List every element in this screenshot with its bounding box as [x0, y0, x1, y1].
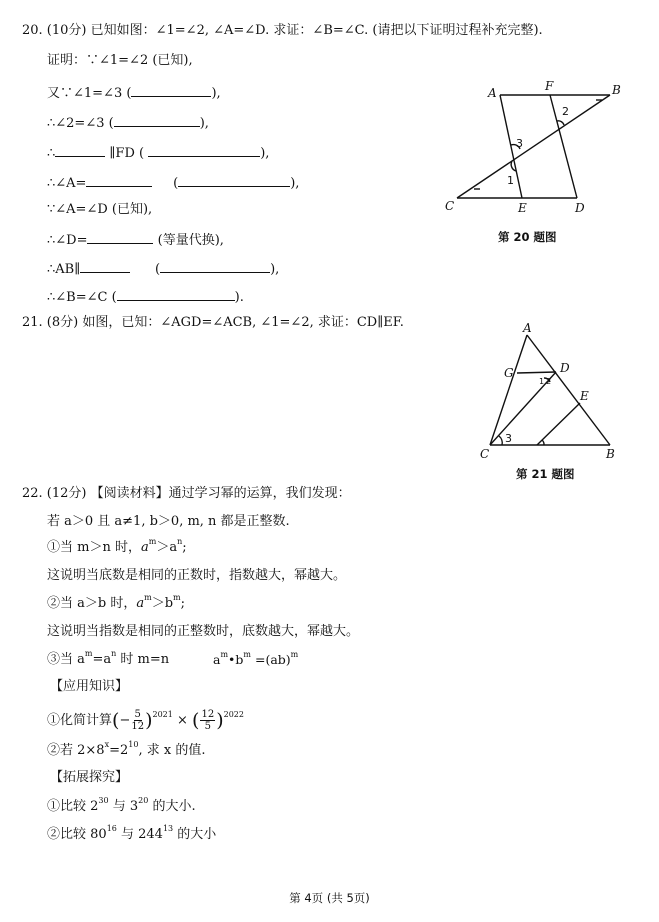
q22-apply-1: ①化简计算(− $\frac{5}{12}$ )$^{2021}$ × ( $\frac{12}{5}$ )$^{2022}$ — [47, 709, 244, 732]
figure-21-caption: 第 21 题图 — [516, 467, 575, 481]
q22-condition: 若 a＞0 且 a≠1, b＞0, m, n 都是正整数. — [47, 514, 290, 529]
q20-proof-line-2: 又∵∠1=∠3 ( ), — [47, 86, 221, 101]
q22-rule-2: ②当 a＞b 时，$a^m>b^m$; — [47, 592, 186, 611]
point-label-D: D — [575, 201, 585, 215]
figure-20-caption: 第 20 题图 — [498, 230, 557, 244]
q22-stem: 22. (12分) 【阅读材料】通过学习幂的运算，我们发现： — [22, 486, 351, 501]
q21-stem: 21. (8分) 如图，已知：∠AGD=∠ACB, ∠1=∠2, 求证：CD∥EF. — [22, 315, 404, 330]
angle-mark-3 — [499, 436, 502, 445]
q20-proof-line-1: 证明：∵∠1=∠2 (已知), — [47, 53, 193, 68]
segment-GD — [517, 372, 556, 373]
q20-proof-line-4: ∴ ∥FD ( ), — [47, 146, 270, 161]
point-label-A: A — [523, 322, 532, 335]
answer-blank[interactable] — [148, 144, 260, 157]
q20-proof-line-5: ∴∠A= ( ), — [47, 176, 300, 191]
point-label-A: A — [488, 86, 497, 100]
q22-apply-title: 【应用知识】 — [50, 679, 129, 694]
point-label-E: E — [518, 201, 527, 215]
answer-blank[interactable] — [114, 114, 200, 127]
q20-proof-line-7: ∴∠D= (等量代换), — [47, 233, 224, 248]
q22-extension-title: 【拓展探究】 — [50, 770, 129, 785]
page-footer: 第 4页 (共 5页) — [289, 891, 370, 905]
q20-stem: 20. (10分) 已知如图：∠1=∠2, ∠A=∠D. 求证：∠B=∠C. (请把以下证明过程补充完整). — [22, 23, 543, 38]
q20-proof-line-9: ∴∠B=∠C ( ). — [47, 290, 244, 305]
answer-blank[interactable] — [55, 144, 105, 157]
q22-rule-3: ③当 $a^m=a^n$ 时 m=n — [47, 648, 170, 667]
q22-extension-2: ②比较 $80^{16}$ 与 $244^{13}$ 的大小 — [47, 823, 217, 842]
segment-CB — [457, 95, 610, 198]
answer-blank[interactable] — [160, 260, 270, 273]
q20-proof-line-3: ∴∠2=∠3 ( ), — [47, 116, 209, 131]
point-label-C: C — [445, 199, 455, 213]
angle-label-1: 1 — [507, 174, 514, 187]
angle-label-1: 1 — [539, 377, 545, 386]
angle-label-3: 3 — [505, 432, 512, 445]
point-label-C: C — [480, 447, 490, 461]
q22-rule-3-product: $a^m•b^m =(ab)^m$ — [213, 649, 299, 667]
figure-20 — [440, 75, 630, 225]
q22-extension-1: ①比较 $2^{30}$ 与 $3^{20}$ 的大小. — [47, 795, 196, 814]
answer-blank[interactable] — [86, 174, 152, 187]
point-label-G: G — [504, 366, 514, 380]
angle-mark-2 — [542, 440, 544, 445]
segment-FE — [537, 403, 580, 445]
point-label-B: B — [606, 447, 615, 461]
point-label-F: F — [545, 79, 554, 93]
q22-rule-1-explanation: 这说明当底数是相同的正数时，指数越大，幂越大。 — [47, 568, 347, 583]
point-label-E: E — [580, 389, 589, 403]
q22-rule-1: ①当 m＞n 时，$a^m>a^n$; — [47, 536, 187, 555]
answer-blank[interactable] — [131, 84, 211, 97]
q22-apply-2: ②若 $2\times 8^x=2^{10}$, 求 x 的值. — [47, 739, 206, 758]
q20-proof-line-6: ∵∠A=∠D (已知), — [47, 202, 153, 217]
answer-blank[interactable] — [80, 260, 130, 273]
segment-AC — [490, 335, 527, 445]
figure-21 — [472, 322, 622, 462]
angle-label-3: 3 — [516, 137, 523, 150]
point-label-B: B — [612, 83, 621, 97]
answer-blank[interactable] — [178, 174, 290, 187]
point-label-D: D — [560, 361, 570, 375]
angle-label-2-near-D: 2 — [546, 377, 552, 386]
q22-rule-2-explanation: 这说明当指数是相同的正整数时，底数越大，幂越大。 — [47, 624, 360, 639]
q20-proof-line-8: ∴AB∥ ( ), — [47, 262, 280, 277]
answer-blank[interactable] — [117, 288, 235, 301]
answer-blank[interactable] — [87, 231, 153, 244]
angle-label-2: 2 — [562, 105, 569, 118]
